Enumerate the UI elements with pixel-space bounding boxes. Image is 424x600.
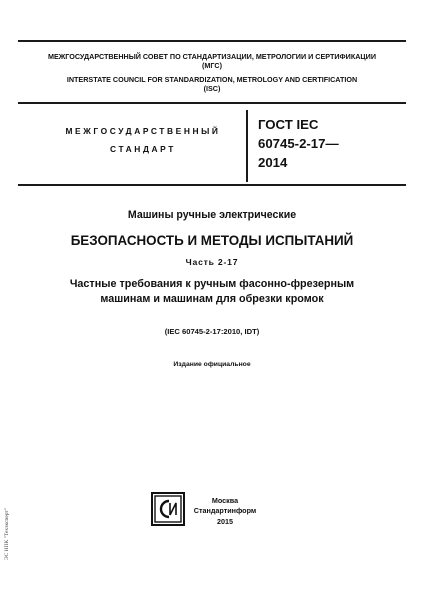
- council-en: INTERSTATE COUNCIL FOR STANDARDIZATION, METROLOGY AND CERTIFICATION: [66, 75, 358, 84]
- top-rule: [18, 40, 406, 42]
- designation-rule: [18, 184, 406, 186]
- standartinform-seal-icon: [151, 492, 185, 526]
- gost-number-line2: 60745-2-17—: [258, 136, 339, 151]
- gost-number-line1: ГОСТ IEC: [258, 117, 319, 132]
- council-en-abbr: (ISC): [203, 84, 221, 93]
- watermark-text: ЭС НПК "Техэксперт": [4, 507, 10, 560]
- title-main: БЕЗОПАСНОСТЬ И МЕТОДЫ ИСПЫТАНИЙ: [70, 233, 354, 248]
- title-specific-line1: Частные требования к ручным фасонно-фрезерным: [69, 278, 355, 290]
- title-part: Часть 2-17: [185, 257, 239, 267]
- council-ru: МЕЖГОСУДАРСТВЕННЫЙ СОВЕТ ПО СТАНДАРТИЗАЦИИ, МЕТРОЛОГИИ И СЕРТИФИКАЦИИ: [47, 52, 377, 61]
- standard-kind-line1: МЕЖГОСУДАРСТВЕННЫЙ: [65, 126, 221, 136]
- title-specific-line2: машинам и машинам для обрезки кромок: [100, 293, 324, 305]
- publisher-city: Москва: [211, 496, 239, 505]
- publisher-name: Стандартинформ: [193, 506, 257, 515]
- standard-kind-line2: СТАНДАРТ: [110, 144, 176, 154]
- standard-reference: (IEC 60745-2-17:2010, IDT): [164, 327, 260, 336]
- council-ru-abbr: (МГС): [202, 61, 222, 70]
- publisher-year: 2015: [217, 517, 233, 526]
- gost-divider: [246, 110, 248, 182]
- gost-number-line3: 2014: [258, 155, 288, 170]
- title-category: Машины ручные электрические: [127, 209, 297, 221]
- council-rule: [18, 102, 406, 104]
- edition-note: Издание официальное: [173, 361, 251, 368]
- seal-graphic: [153, 494, 183, 524]
